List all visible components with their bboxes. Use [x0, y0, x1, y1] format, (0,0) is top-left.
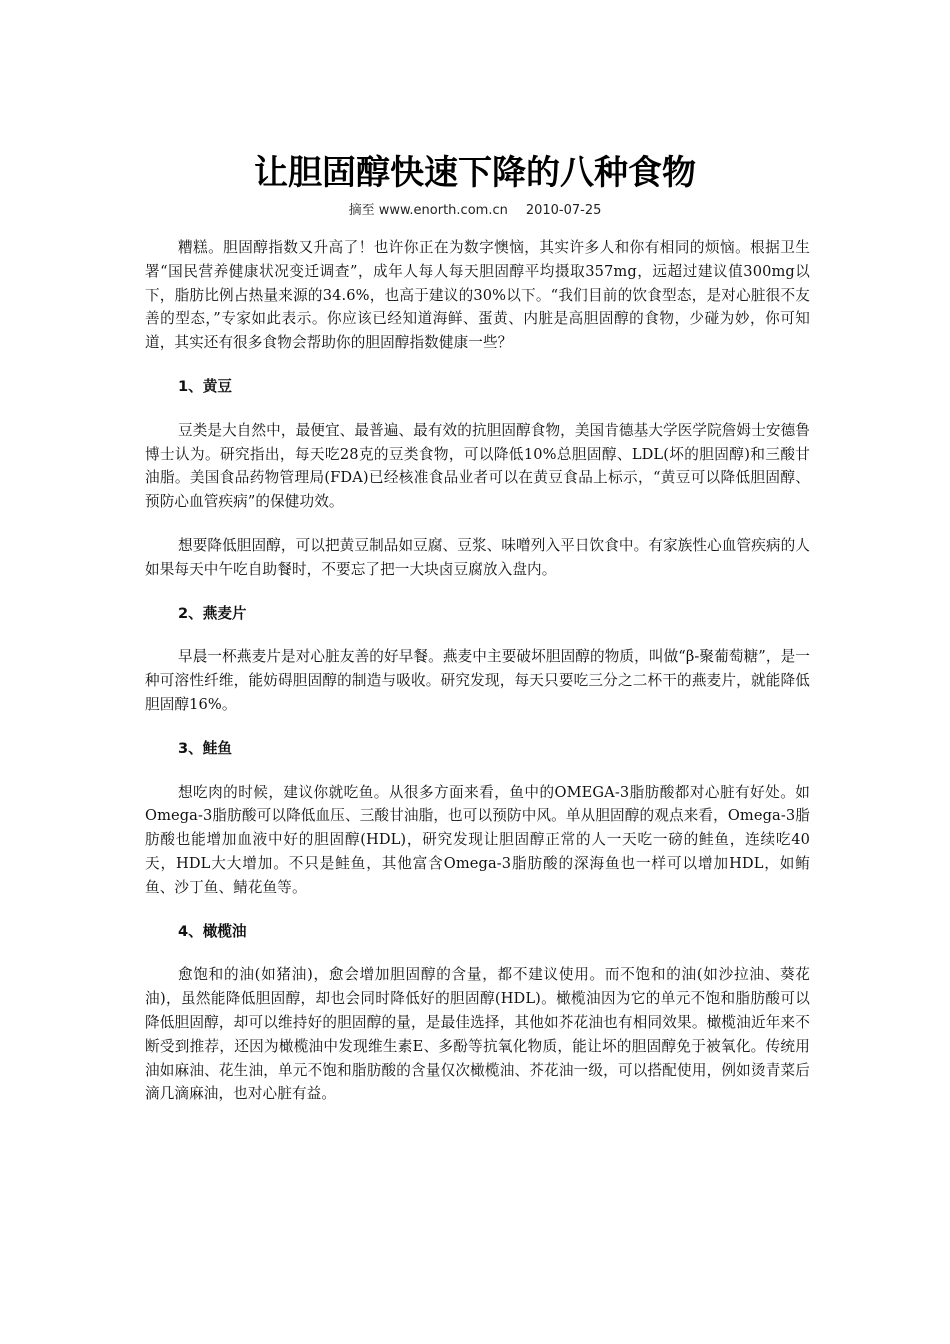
document-meta: [0, 202, 950, 220]
section-heading-oatmeal: 2、燕麦片: [178, 604, 247, 622]
article-body: [145, 236, 810, 1126]
section-paragraph: 早晨一杯燕麦片是对心脏友善的好早餐。燕麦中主要破坏胆固醇的物质，叫做“β-聚葡萄糖”，是一种可溶性纤维，能妨碍胆固醇的制造与吸收。研究发现，每天只要吃三分之二杯干的燕麦片，就能降低胆固醇16%。: [145, 648, 810, 713]
section-heading-salmon: 3、鲑鱼: [178, 739, 232, 757]
document-title: 让胆固醇快速下降的八种食物: [254, 153, 696, 193]
section-paragraph: 豆类是大自然中，最便宜、最普遍、最有效的抗胆固醇食物，美国肯德基大学医学院詹姆士安德鲁博士认为。研究指出，每天吃28克的豆类食物，可以降低10%总胆固醇、LDL(坏的胆固醇)和三酸甘油脂。美国食品药物管理局(FDA)已经核准食品业者可以在黄豆食品上标示，“黄豆可以降低胆固醇、预防心血管疾病”的保健功效。: [145, 421, 810, 511]
section-paragraph: 想要降低胆固醇，可以把黄豆制品如豆腐、豆浆、味噌列入平日饮食中。有家族性心血管疾病的人如果每天中午吃自助餐时，不要忘了把一大块卤豆腐放入盘内。: [145, 536, 810, 578]
section-paragraph: 想吃肉的时候，建议你就吃鱼。从很多方面来看，鱼中的OMEGA-3脂肪酸都对心脏有好处。如Omega-3脂肪酸可以降低血压、三酸甘油脂，也可以预防中风。单从胆固醇的观点来看，Omega-3脂肪酸也能增加血液中好的胆固醇(HDL)，研究发现让胆固醇正常的人一天吃一磅的鲑鱼，连续吃40天，HDL大大增加。不只是鲑鱼，其他富含Omega-3脂肪酸的深海鱼也一样可以增加HDL，如鲔鱼、沙丁鱼、鲭花鱼等。: [145, 783, 810, 896]
intro-paragraph: 糟糕。胆固醇指数又升高了！也许你正在为数字懊恼，其实许多人和你有相同的烦恼。根据卫生署“国民营养健康状况变迁调查”，成年人每人每天胆固醇平均摄取357mg，远超过建议值300mg以下，脂肪比例占热量来源的34.6%，也高于建议的30%以下。“我们目前的饮食型态，是对心脏很不友善的型态，”专家如此表示。你应该已经知道海鲜、蛋黄、内脏是高胆固醇的食物，少碰为妙，你可知道，其实还有很多食物会帮助你的胆固醇指数健康一些？: [145, 239, 810, 352]
publish-date: 2010-07-25: [525, 203, 602, 218]
section-heading-soybean: 1、黄豆: [178, 377, 232, 395]
source-label: 摘至 www.enorth.com.cn: [348, 203, 508, 218]
section-paragraph: 愈饱和的油(如猪油)，愈会增加胆固醇的含量，都不建议使用。而不饱和的油(如沙拉油、葵花油)，虽然能降低胆固醇，却也会同时降低好的胆固醇(HDL)。橄榄油因为它的单元不饱和脂肪酸可以降低胆固醇，却可以维持好的胆固醇的量，是最佳选择，其他如芥花油也有相同效果。橄榄油近年来不断受到推荐，还因为橄榄油中发现维生素E、多酚等抗氧化物质，能让坏的胆固醇免于被氧化。传统用油如麻油、花生油，单元不饱和脂肪酸的含量仅次橄榄油、芥花油一级，可以搭配使用，例如烫青菜后滴几滴麻油，也对心脏有益。: [145, 966, 810, 1103]
section-heading-olive-oil: 4、橄榄油: [178, 922, 247, 940]
